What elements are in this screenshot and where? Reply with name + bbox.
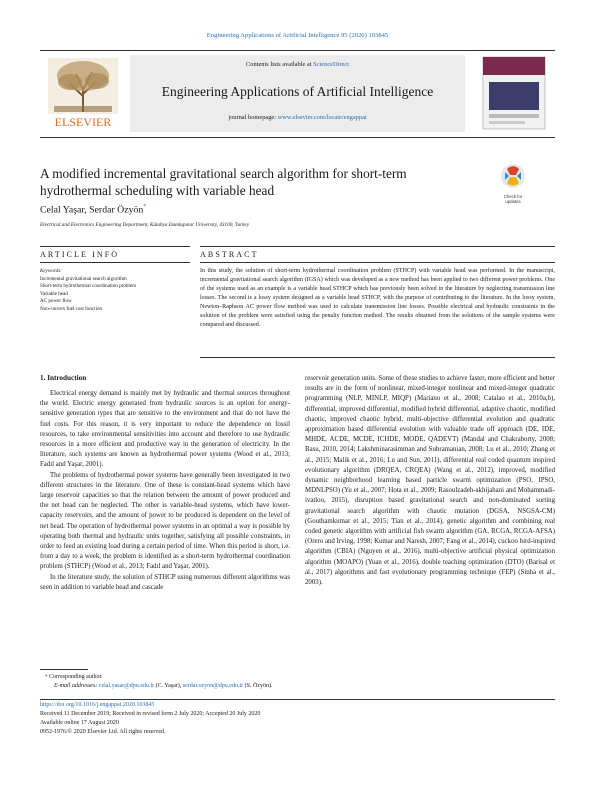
keyword-item: Incremental gravitational search algorithm — [40, 275, 127, 282]
author-list — [40, 204, 146, 215]
corresponding-author-text: Corresponding author. — [49, 674, 103, 680]
cover-thumbnail-icon — [471, 54, 555, 132]
keyword-item: Non-convex fuel cost function — [40, 305, 103, 312]
homepage-link[interactable]: www.elsevier.com/locate/engappai — [277, 114, 367, 121]
corresponding-author-mark[interactable]: * — [143, 204, 147, 210]
doi-link[interactable]: https://doi.org/10.1016/j.engappai.2020.103845 — [40, 702, 155, 708]
affiliation: Electrical and Electronics Engineering Department, Kütahya Dumlupınar University, 43100, Turkey — [40, 222, 250, 228]
authors-text: Celal Yaşar, Serdar Özyön — [40, 204, 144, 216]
available-online: Available online 17 August 2020 — [40, 720, 119, 726]
homepage-prefix: journal homepage: — [228, 114, 278, 121]
keyword-item: AC power flow — [40, 298, 72, 305]
keywords-label: Keywords: — [40, 268, 62, 274]
section-heading-introduction: 1. Introduction — [40, 374, 87, 382]
intro-paragraph: The problems of hydrothermal power systems have generally been investigated in two different structures in the literature. One of these is constant-head systems which have large reservoir capacities so that the relation between the amount of power produced and the net head can be neglected. The other is variable-head systems, which have lower-capacity reservoirs, and the amount of power to be produced is dependent on the level of net head. The operation of hydrothermal power systems in an optimal a way is possible by operating both thermal and hydraulic units together, satisfying all possible constraints, in order to feed an existing load during a certain period of time. When this period is short, i.e. from a day to a week, the problem is identified as a short-term hydrothermal coordination problem (STHCP) (Wood et al., 2013; Fadıl and Yaşar, 2001). — [40, 471, 290, 571]
intro-paragraph: In the literature study, the solution of STHCP using numerous different algorithms was seen in addition to variable head and cascade — [40, 573, 290, 591]
abstract-rule-top — [200, 246, 555, 247]
journal-title: Engineering Applications of Artificial Intelligence — [161, 84, 434, 99]
intro-paragraph: Electrical energy demand is mainly met by hydraulic and thermal sources throughout the world. Electric energy generated from hydraulic sources is an option for energy-sensitive generation types that are sensitive to the environment and that do not have the fuel costs. For this reason, it is very important to reduce the dependence on fossil resources, to take environmental sensitivities into account and therefore to use hydraulic resources in a more efficient and productive way in the generation of electricity. In the literature, such systems are known as hydrothermal power systems (Wood et al., 2013; Fadıl and Yaşar, 2001). — [40, 390, 290, 469]
abstract-rule-bottom — [200, 357, 555, 358]
journal-homepage — [130, 114, 465, 121]
footnote-rule — [40, 669, 88, 670]
intro-paragraph-continued: reservoir generation units. Some of these studies to achieve faster, more efficient and better results are in the form of nonlinear, mixed-integer nonlinear and mixed-integer quadratic programming (NLP, MINLP, MIQP) (Mariano et al., 2008; Catalao et al., 2010a,b), differential, improved differential, modified hybrid differential, adaptive chaotic, modified chaotic, improved chaotic hybrid, multi-objective differential evolution and quadratic approximation based differential evolution with valuable trade off approach (DE, IDE, MHDE, ACDE, MCDE, ICHDE, MODE, QADEVT) (Mandal and Chakraborty, 2008; Basu, 2010, 2014; Lakshminarasimman and Subramanian, 2008; Lu et al., 2010; Zhang et al., 2015; Malik et al., 2016; Lu and Sun, 2011), differential real coded quantum inspired evolutionary algorithm (DRQEA, CRQEA) (Wang et al., 2012), improved, modified dynamic neighborhood learning based particle swarm optimization (PSO, IPSO, MDNLPSO) (Yu et al., 2007; Hota et al., 2009; Rasoulzadeh-akhijahani and Mohammadi-ivatloo, 2015), disruption based gravitational search and non-dominated sorting gravitational search algorithm with chaotic mutation (DGSA, NSGSA-CM) (Gouthamkumar et al., 2015; Tian et al., 2014), genetic algorithm and combining real coded genetic algorithm with artificial fish swarm algorithm (GA, RCGA, RCGA-AFSA) (Orero and Irving, 1998; Kumar and Naresh, 2007; Fang et al., 2014), cuckoo bird-inspired algorithm (CBIA) (Nguyen et al., 2016), multi-objective artificial physical optimization algorithm (MOAPO) (Yuan et al., 2016), double teaching optimization (DTO) (Barisal et al., 2017) algorithms and fast evolutionary programming technique (FEP) (Sinha et al., 2003). — [305, 375, 555, 587]
elsevier-logo[interactable] — [40, 56, 126, 130]
contents-prefix: Contents lists available at — [246, 61, 314, 68]
keyword-item: Short-term hydrothermal coordination problem — [40, 283, 137, 290]
email-owner: (S. Özyön). — [244, 683, 273, 689]
footnote-mark: * — [45, 675, 48, 680]
email-link[interactable]: celal.yasar@dpu.edu.tr — [98, 683, 155, 689]
contents-availability — [130, 61, 465, 68]
elsevier-tree-icon — [40, 56, 126, 130]
journal-cover-image[interactable] — [471, 54, 555, 132]
email-link[interactable]: serdar.ozyon@dpu.edu.tr — [182, 683, 244, 689]
email-owner: (C. Yaşar), — [155, 683, 182, 689]
check-for-updates-button[interactable] — [500, 163, 526, 203]
abstract-rule — [200, 262, 555, 263]
publication-info — [40, 701, 555, 737]
corresponding-author-note — [45, 673, 555, 682]
received-dates: Received 11 December 2019; Received in revised form 2 July 2020; Accepted 20 July 2020 — [40, 711, 261, 717]
journal-citation-line[interactable]: Engineering Applications of Artificial Intelligence 95 (2020) 103845 — [206, 32, 389, 39]
bottom-rule — [40, 699, 555, 700]
footnotes — [45, 673, 555, 691]
publisher-wordmark: ELSEVIER — [54, 115, 112, 129]
copyright: 0952-1976/© 2020 Elsevier Ltd. All rights reserved. — [40, 729, 166, 735]
article-title: A modified incremental gravitational search algorithm for short-term hydrothermal scheduling with variable head — [40, 166, 407, 198]
intro-left-column — [40, 389, 290, 593]
abstract-heading: ABSTRACT — [200, 250, 259, 259]
sciencedirect-link[interactable]: ScienceDirect — [313, 61, 349, 68]
abstract-text: In this study, the solution of short-term hydrothermal coordination problem (STHCP) with variable head was performed. In the manuscript, incremental gravitational search algorithm (IGSA) which was developed as a new method has been applied to two different power problems. One of the systems used as an example is a variable head STHCP which has previously been solved in the literature by neglecting transmission line losses. The second is a lossy system designed as a variable head STHCP, with the purpose of contributing to the literature. In the lossy system, Newton–Raphson AC power flow method was used to calculate transmission line losses. Possible electrical and hydraulic constraints in the solution of the problem were satisfied using the penalty function method. The results obtained from the solutions of the sample systems were compared and discussed. — [200, 268, 555, 328]
article-info-rule — [40, 262, 190, 263]
crossmark-label: Check for updates — [503, 194, 523, 204]
crossmark-icon — [500, 163, 526, 189]
intro-right-column — [305, 374, 555, 588]
email-addresses — [45, 682, 555, 691]
article-info-rule-top — [40, 246, 190, 247]
email-label: E-mail addresses: — [54, 683, 98, 689]
article-info-heading: ARTICLE INFO — [40, 250, 120, 259]
keywords-block — [40, 268, 190, 314]
keyword-item: Variable head — [40, 290, 68, 297]
